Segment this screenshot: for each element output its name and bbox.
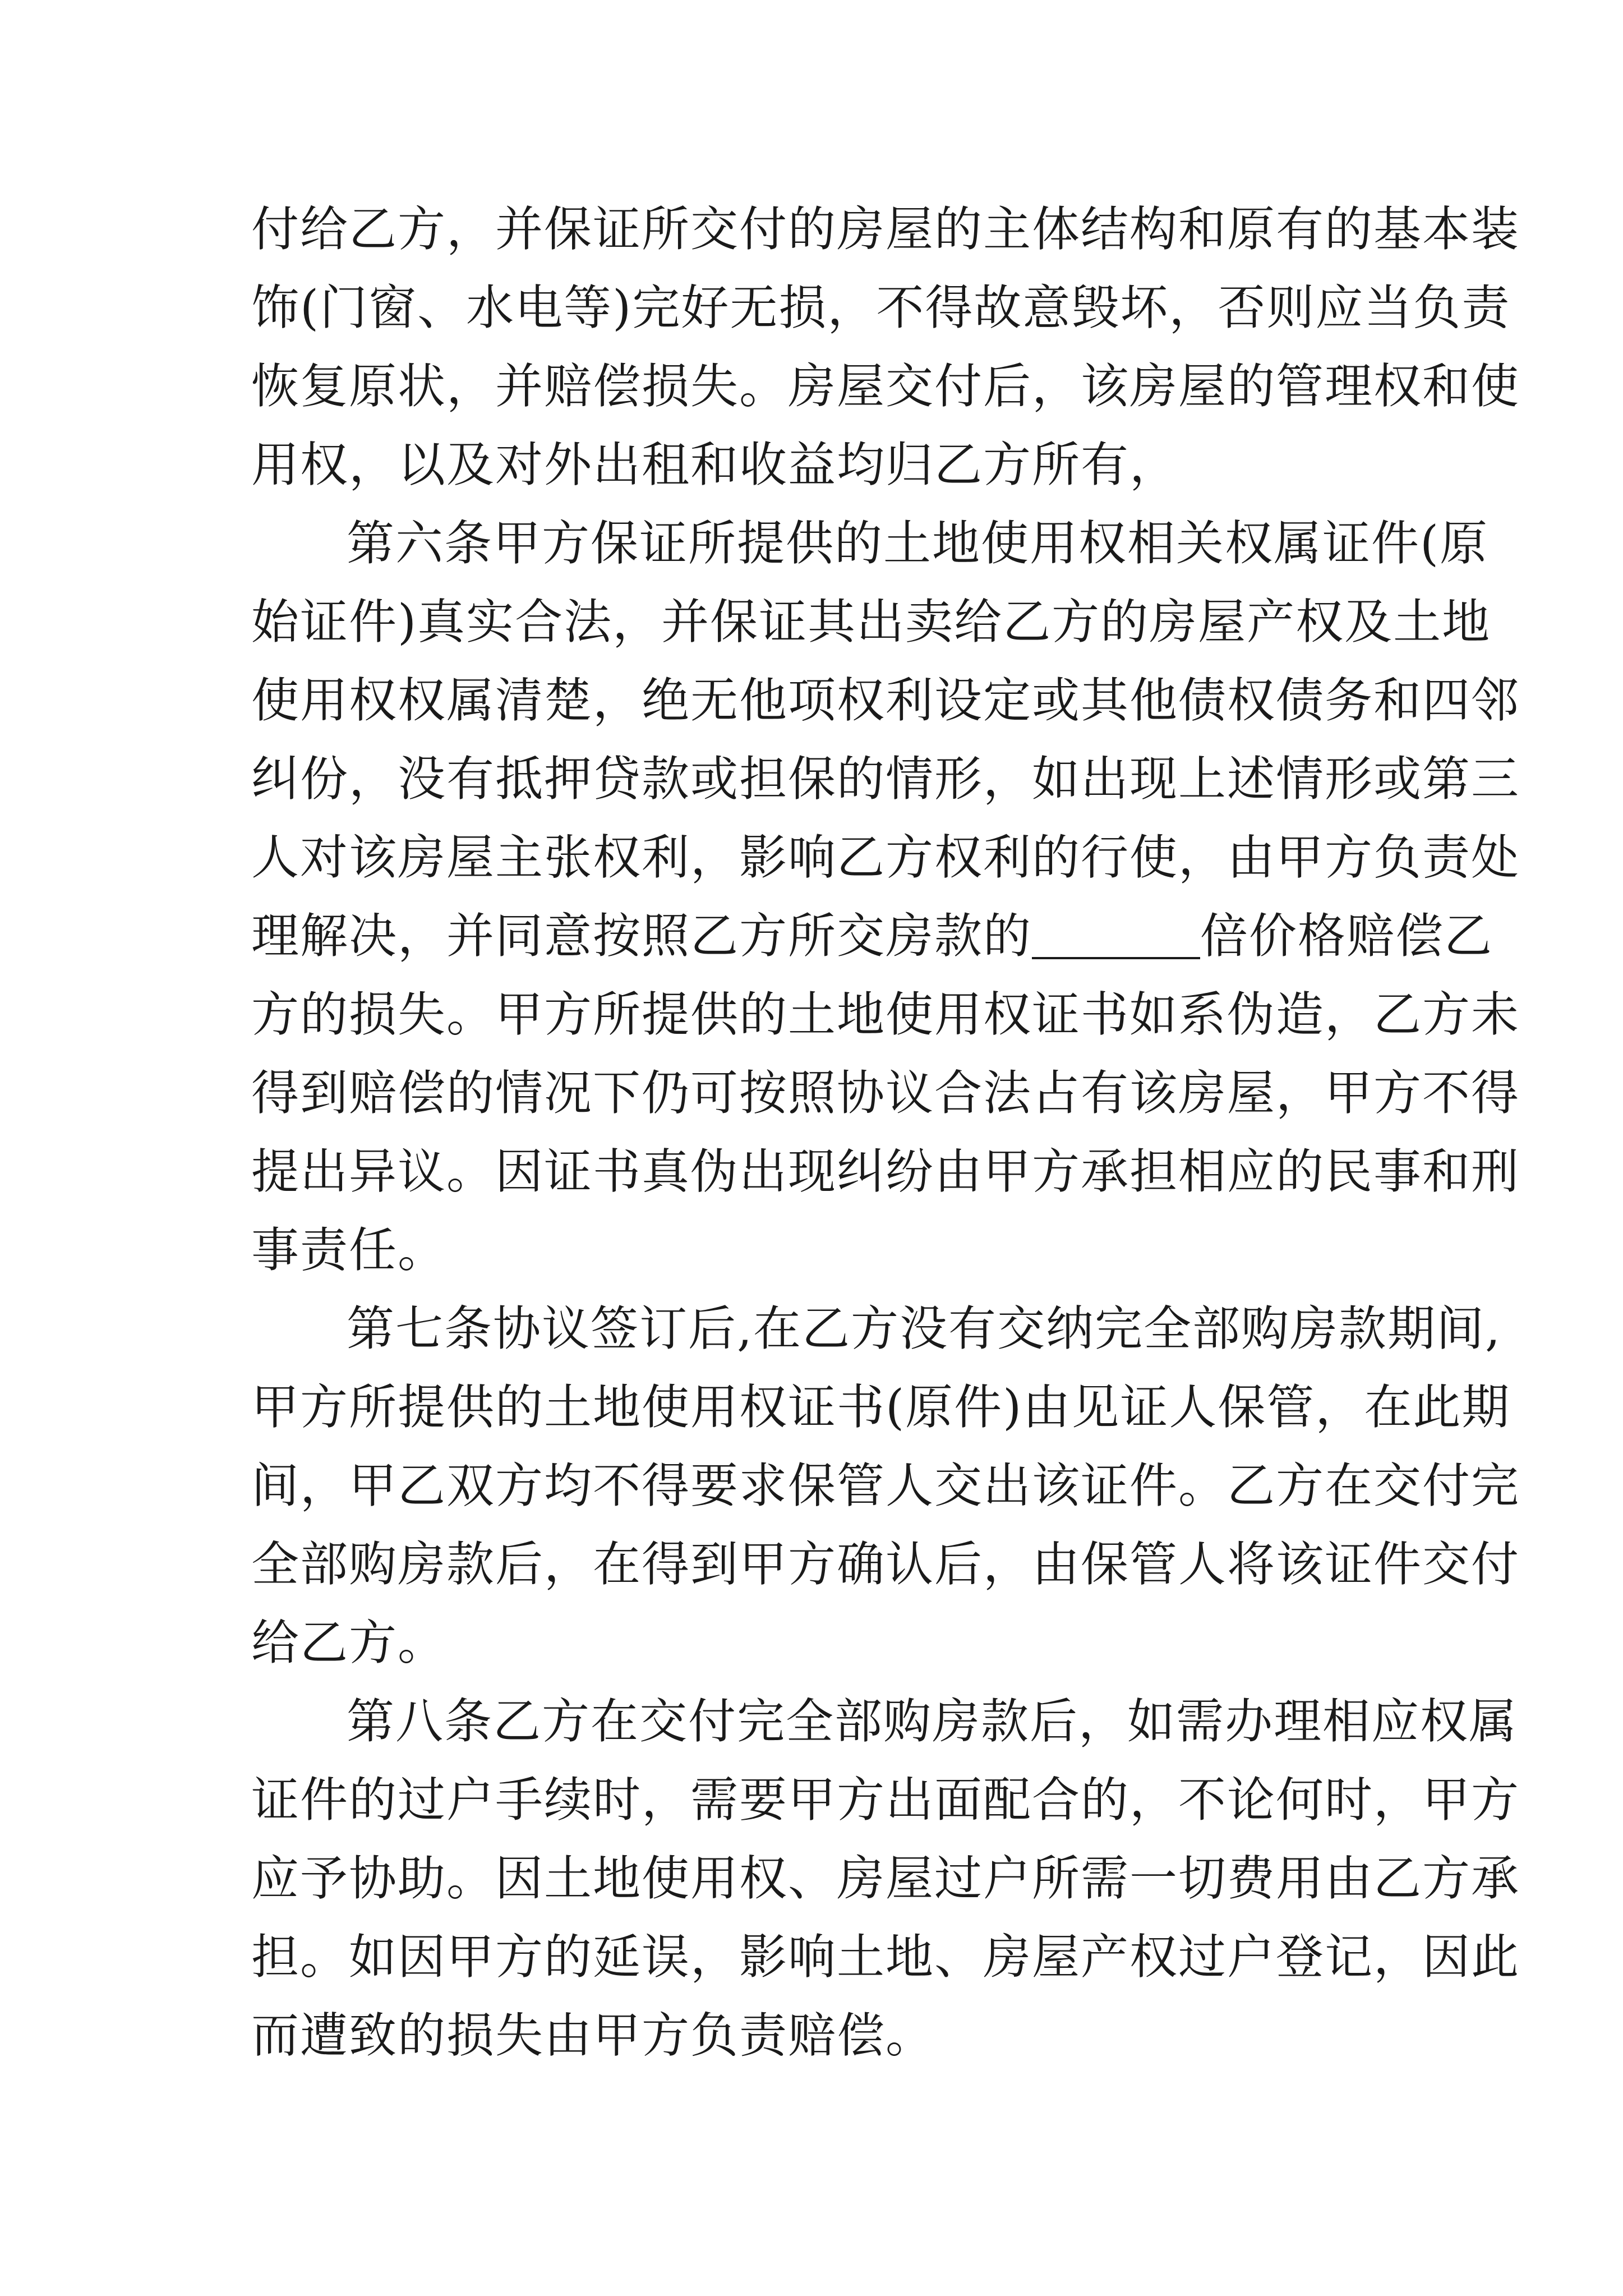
- text-line: 纠份，没有抵押贷款或担保的情形，如出现上述情形或第三: [251, 752, 1520, 807]
- text-line: 方的损失。甲方所提供的土地使用权证书如系伪造，乙方未: [251, 987, 1520, 1043]
- article-6: [251, 505, 1520, 1290]
- text-line: 担。如因甲方的延误，影响土地、房屋产权过户登记，因此: [251, 1930, 1520, 1985]
- text-line: 饰(门窗、水电等)完好无损，不得故意毁坏，否则应当负责: [251, 280, 1511, 336]
- text-line: 而遭致的损失由甲方负责赔偿。: [251, 2008, 935, 2064]
- text-line: 恢复原状，并赔偿损失。房屋交付后，该房屋的管理权和使: [251, 359, 1520, 415]
- text-segment: 倍价格赔偿乙: [1200, 909, 1493, 964]
- text-line: 第六条甲方保证所提供的土地使用权相关权属证件(原: [347, 516, 1489, 572]
- text-line: 人对该房屋主张权利，影响乙方权利的行使，由甲方负责处: [251, 830, 1520, 886]
- text-line-with-blank: [251, 898, 1493, 976]
- text-line: 第八条乙方在交付完全部购房款后，如需办理相应权属: [347, 1694, 1518, 1750]
- text-segment: 理解决，并同意按照乙方所交房款的: [251, 909, 1032, 964]
- text-line: 间，甲乙双方均不得要求保管人交出该证件。乙方在交付完: [251, 1458, 1520, 1514]
- text-line: 始证件)真实合法，并保证其出卖给乙方的房屋产权及土地: [251, 595, 1491, 650]
- text-line: 得到赔偿的情况下仍可按照协议合法占有该房屋，甲方不得: [251, 1066, 1520, 1121]
- text-line: 应予协助。因土地使用权、房屋过户所需一切费用由乙方承: [251, 1851, 1520, 1907]
- contract-text: [251, 191, 1520, 2076]
- article-8: [251, 1683, 1520, 2076]
- text-line: 证件的过户手续时，需要甲方出面配合的，不论何时，甲方: [251, 1773, 1520, 1828]
- text-line: 第七条协议签订后,在乙方没有交纳完全部购房款期间,: [347, 1301, 1502, 1357]
- text-line: 事责任。: [251, 1223, 447, 1278]
- fill-in-blank: [1032, 909, 1200, 959]
- text-line: 提出异议。因证书真伪出现纠纷由甲方承担相应的民事和刑: [251, 1144, 1520, 1200]
- text-line: 全部购房款后，在得到甲方确认后，由保管人将该证件交付: [251, 1537, 1520, 1593]
- text-line: 使用权权属清楚，绝无他项权利设定或其他债权债务和四邻: [251, 673, 1520, 729]
- text-line: 给乙方。: [251, 1616, 447, 1671]
- article-7: [251, 1290, 1520, 1683]
- paragraph-continuation: [251, 191, 1520, 505]
- text-line: 用权，以及对外出租和收益均归乙方所有，: [251, 438, 1179, 493]
- text-line: 甲方所提供的土地使用权证书(原件)由见证人保管，在此期: [251, 1380, 1511, 1435]
- text-line: 付给乙方，并保证所交付的房屋的主体结构和原有的基本装: [251, 202, 1520, 257]
